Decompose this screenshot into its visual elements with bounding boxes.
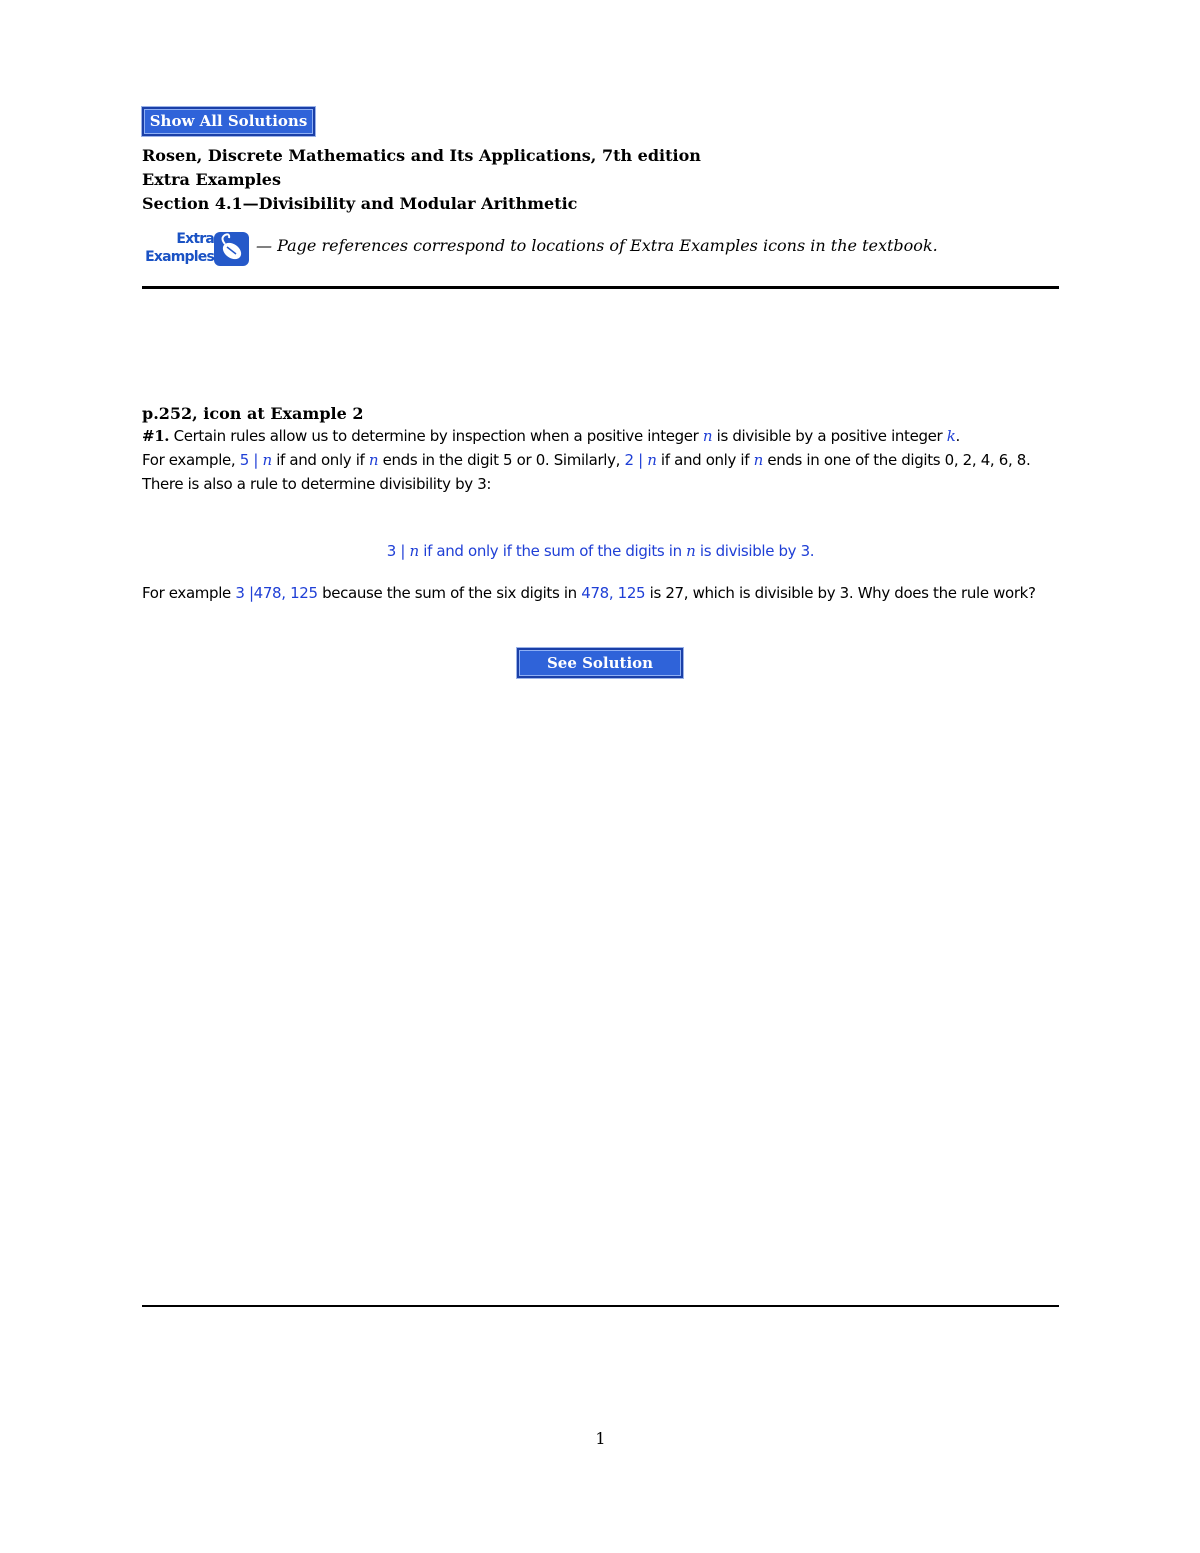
see-solution-button[interactable]: See Solution — [517, 648, 683, 678]
example-body — [142, 424, 1059, 496]
text-run: if and only if — [656, 451, 754, 469]
variable-n: n — [409, 542, 419, 560]
text-run: ends in one of the digits 0, 2, 4, 6, 8. — [762, 451, 1031, 469]
text-run: is divisible by a positive integer — [712, 427, 947, 445]
divides-2 — [624, 451, 656, 469]
text-run: 3 | — [386, 542, 410, 560]
text-run: For example, — [142, 451, 240, 469]
text-run: is 27, which is divisible by 3. Why does the rule work? — [645, 584, 1036, 602]
section-title: Section 4.1—Divisibility and Modular Arithmetic — [142, 194, 578, 213]
example-number: #1. — [142, 427, 170, 445]
text-run: . — [955, 427, 960, 445]
divides-478125: 3 |478, 125 — [235, 584, 318, 602]
reference-note-row — [142, 230, 1059, 270]
logo-text — [142, 230, 214, 266]
variable-k: k — [946, 427, 956, 445]
example-title: p.252, icon at Example 2 — [142, 404, 364, 423]
variable-n: n — [368, 451, 379, 469]
header-subtitle: Extra Examples — [142, 170, 281, 189]
page-number: 1 — [595, 1429, 606, 1448]
variable-n: n — [702, 427, 713, 445]
footer-divider — [142, 1305, 1059, 1307]
header-divider — [142, 286, 1059, 289]
divisibility-rule — [142, 539, 1059, 563]
show-all-solutions-button[interactable]: Show All Solutions — [142, 107, 315, 136]
divisor-text: 5 | — [239, 451, 263, 469]
variable-n: n — [647, 451, 657, 469]
text-run: is divisible by 3. — [695, 542, 815, 560]
divides-5 — [240, 451, 272, 469]
extra-examples-logo — [142, 230, 250, 268]
mouse-icon — [214, 232, 249, 266]
number-478125: 478, 125 — [581, 584, 646, 602]
variable-n: n — [686, 542, 696, 560]
text-run: if and only if the sum of the digits in — [418, 542, 687, 560]
book-title: Rosen, Discrete Mathematics and Its Applications, 7th edition — [142, 146, 701, 165]
variable-n: n — [753, 451, 763, 469]
example-paragraph-1 — [142, 424, 1059, 472]
text-run: because the sum of the six digits in — [317, 584, 582, 602]
example-paragraph-3 — [142, 581, 1059, 605]
text-run: Certain rules allow us to determine by inspection when a positive integer — [169, 427, 703, 445]
logo-line-1: Extra — [176, 231, 214, 247]
page-reference-note: — Page references correspond to locations of Extra Examples icons in the textbook. — [256, 236, 938, 255]
variable-n: n — [262, 451, 272, 469]
logo-line-2: Examples — [145, 249, 214, 265]
document-header — [142, 144, 701, 216]
example-paragraph-2: There is also a rule to determine divisibility by 3: — [142, 475, 492, 493]
divisor-text: 2 | — [624, 451, 648, 469]
text-run: ends in the digit 5 or 0. Similarly, — [378, 451, 625, 469]
text-run: For example — [142, 584, 236, 602]
text-run: if and only if — [271, 451, 369, 469]
